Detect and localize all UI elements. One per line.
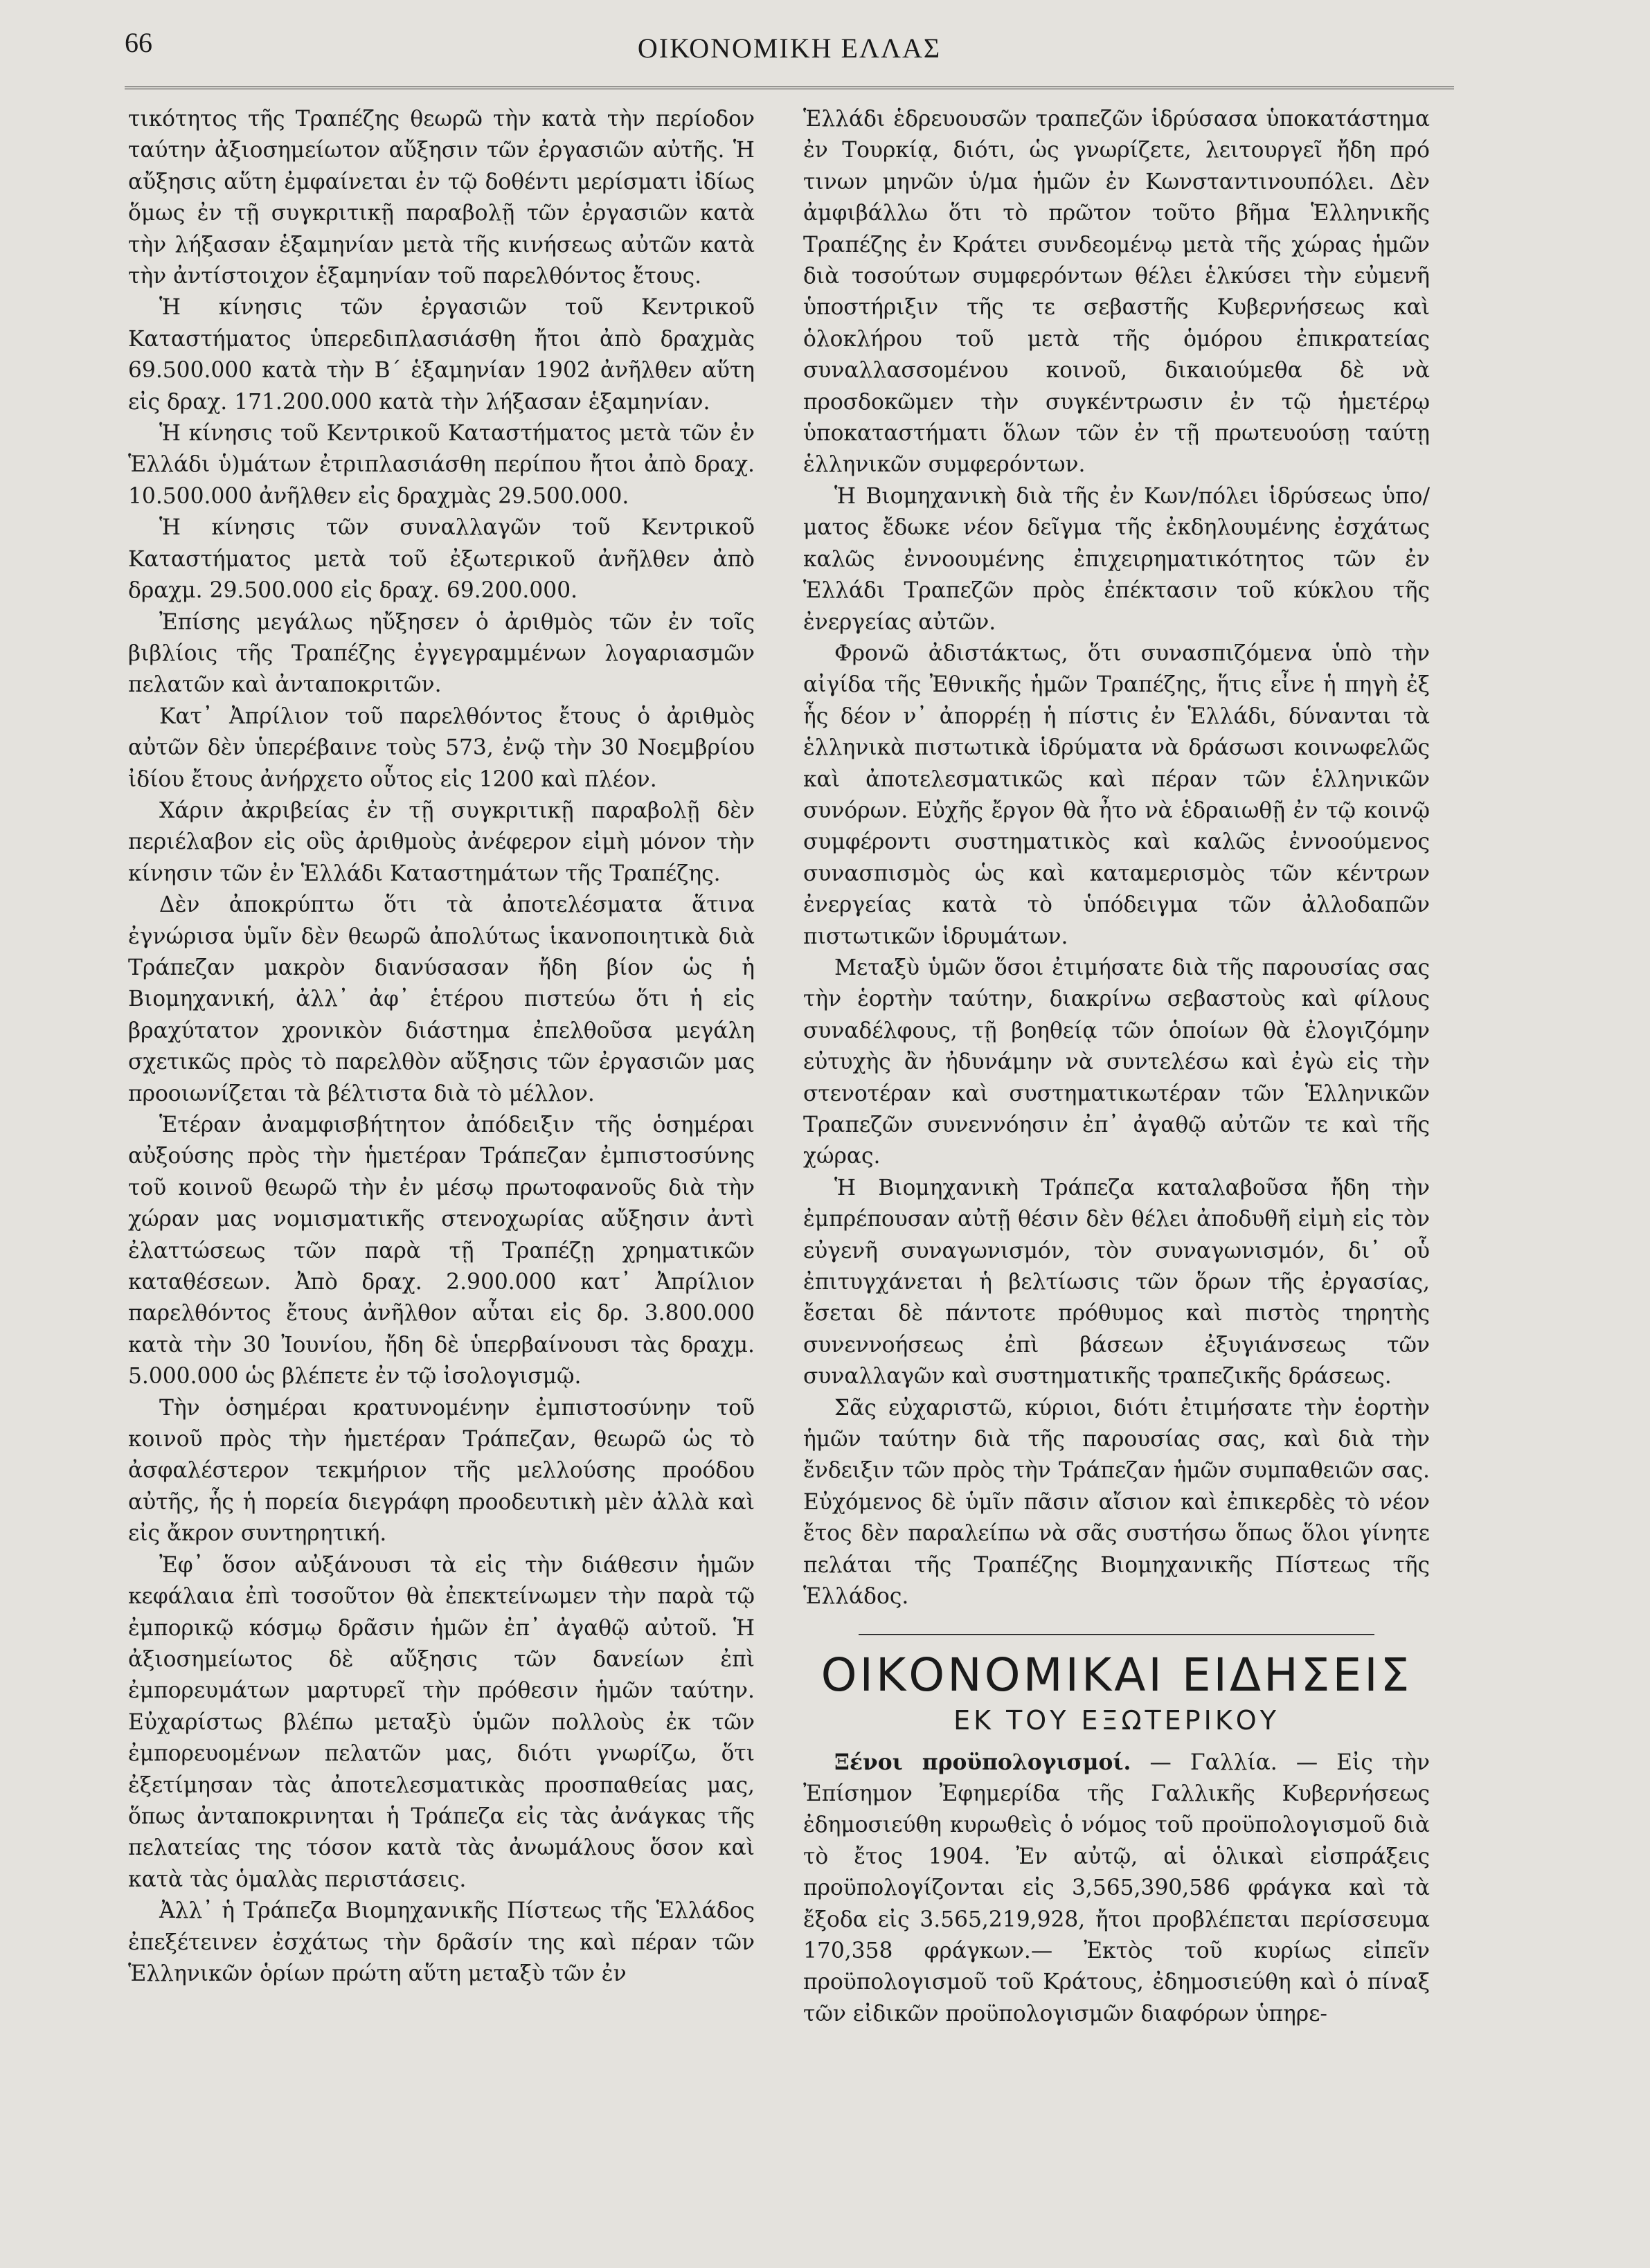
section-divider (803, 1632, 1430, 1637)
header-rule (125, 87, 1454, 89)
section-subtitle: ΕΚ ΤΟΥ ΕΞΩΤΕΡΙΚΟΥ (953, 1704, 1280, 1736)
right-column (803, 104, 1430, 2030)
paragraph: Ἡ κίνησις τοῦ Κεντρικοῦ Καταστήματος μετὰ τῶν ἐν Ἑλλάδι ὑ)μάτων ἐτριπλασιάσθη περίπου ἤτοι ἀπὸ δραχ. 10.500.000 ἀνῆλθεν εἰς δραχμὰς 29.500.000. (128, 421, 755, 509)
section-title: ΟΙΚΟΝΟΜΙΚΑΙ ΕΙΔΗΣΕΙΣ (820, 1648, 1413, 1702)
paragraph: Ἀλλ᾽ ἡ Τράπεζα Βιομηχανικῆς Πίστεως τῆς Ἑλλάδος ἐπεξέτεινεν ἐσχάτως τὴν δρᾶσίν της καὶ πέραν τῶν Ἑλληνικῶν ὁρίων πρώτη αὕτη μεταξὺ τῶν ἐν (128, 1898, 755, 1986)
paragraph: Τὴν ὁσημέραι κρατυνομένην ἐμπιστοσύνην τοῦ κοινοῦ πρὸς τὴν ἡμετέραν Τράπεζαν, θεωρῶ ὡς τὸ ἀσφαλέστερον τεκμήριον τῆς μελλούσης προόδου αὐτῆς, ἧς ἡ πορεία διεγράφη προοδευτικὴ μὲν ἀλλὰ καὶ εἰς ἄκρον συντηρητική. (128, 1395, 755, 1547)
paragraph: Ἑλλάδι ἑδρευουσῶν τραπεζῶν ἱδρύσασα ὑποκατάστημα ἐν Τουρκίᾳ, διότι, ὡς γνωρίζετε, λειτουργεῖ ἤδη πρό τινων μηνῶν ὑ/μα ἡμῶν ἐν Κωνσταντινουπόλει. Δὲν ἀμφιβάλλω ὅτι τὸ πρῶτον τοῦτο βῆμα Ἑλληνικῆς Τραπέζης ἐν Κράτει συνδεομένῳ μετὰ τῆς χώρας ἡμῶν διὰ τοσούτων συμφερόντων θέλει ἑλκύσει τὴν εὐμενῆ ὑποστήριξιν τῆς τε σεβαστῆς Κυβερνήσεως καὶ ὁλοκλήρου τοῦ μετὰ τῆς ὁμόρου ἐπικρατείας συναλλασσομένου κοινοῦ, δικαιούμεθα δὲ νὰ προσδοκῶμεν τὴν συγκέντρωσιν ἐν τῷ ἡμετέρῳ ὑποκαταστήματι ὅλων τῶν ἐν τῇ πρωτευούσῃ ταύτῃ ἑλληνικῶν συμφερόντων. (803, 107, 1430, 478)
paragraph: Κατ᾽ Ἀπρίλιον τοῦ παρελθόντος ἔτους ὁ ἀριθμὸς αὐτῶν δὲν ὑπερέβαινε τοὺς 573, ἐνῷ τὴν 30 Νοεμβρίου ἰδίου ἔτους ἀνήρχετο οὗτος εἰς 1200 καὶ πλέον. (128, 703, 755, 792)
running-title: ΟΙΚΟΝΟΜΙΚΗ ΕΛΛΑΣ (637, 33, 942, 64)
paragraph: Ἡ κίνησις τῶν ἐργασιῶν τοῦ Κεντρικοῦ Καταστήματος ὑπερεδιπλασιάσθη ἤτοι ἀπὸ δραχμὰς 69.500.000 κατὰ τὴν Β΄ ἑξαμηνίαν 1902 ἀνῆλθεν αὕτη εἰς δραχ. 171.200.000 κατὰ τὴν λήξασαν ἑξαμηνίαν. (128, 295, 755, 415)
paragraph: Ἡ Βιομηχανικὴ διὰ τῆς ἐν Κων/πόλει ἱδρύσεως ὑπο/ματος ἔδωκε νέον δεῖγμα τῆς ἐκδηλουμένης ἐσχάτως καλῶς ἐννοουμένης ἐπιχειρηματικότητος τῶν ἐν Ἑλλάδι Τραπεζῶν πρὸς ἐπέκτασιν τοῦ κύκλου τῆς ἐνεργείας αὐτῶν. (803, 483, 1430, 635)
news-item (803, 1747, 1430, 2031)
paragraph: Σᾶς εὐχαριστῶ, κύριοι, διότι ἐτιμήσατε τὴν ἑορτὴν ἡμῶν ταύτην διὰ τῆς παρουσίας σας, καὶ διὰ τὴν ἔνδειξιν τῶν πρὸς τὴν Τράπεζαν ἡμῶν συμπαθειῶν σας. Εὐχόμενος δὲ ὑμῖν πᾶσιν αἴσιον καὶ ἐπικερδὲς τὸ νέον ἔτος δὲν παραλείπω νὰ σᾶς συστήσω ὅπως ὅλοι γίνητε πελάται τῆς Τραπέζης Βιομηχανικῆς Πίστεως τῆς Ἑλλάδος. (803, 1395, 1430, 1610)
page-number: 66 (125, 27, 152, 58)
paragraph: Ἐφ᾽ ὅσον αὐξάνουσι τὰ εἰς τὴν διάθεσιν ἡμῶν κεφάλαια ἐπὶ τοσοῦτον θὰ ἐπεκτείνωμεν τὴν παρὰ τῷ ἐμπορικῷ κόσμῳ δρᾶσιν ἡμῶν ἐπ᾽ ἀγαθῷ αὐτοῦ. Ἡ ἀξιοσημείωτος δὲ αὔξησις τῶν δανείων ἐπὶ ἐμπορευμάτων μαρτυρεῖ τὴν πρόθεσιν ἡμῶν ταύτην. Εὐχαρίστως βλέπω μεταξὺ ὑμῶν πολλοὺς ἐκ τῶν ἐμπορευομένων πελατῶν μας, διότι γνωρίζω, ὅτι ἐξετίμησαν τὰς ἀποτελεσματικὰς προσπαθείας μας, ὅπως ἀνταποκρινηται ἡ Τράπεζα εἰς τὰς ἀνάγκας τῆς πελατείας της τόσον κατὰ τὰς ἀνωμάλους ὅσον καὶ κατὰ τὰς ὁμαλὰς περιστάσεις. (128, 1552, 755, 1892)
news-body: — Γαλλία. — Εἰς τὴν Ἐπίσημον Ἐφημερίδα τῆς Γαλλικῆς Κυβερνήσεως ἐδημοσιεύθη κυρωθεὶς ὁ νόμος τοῦ προϋπολογισμοῦ διὰ τὸ ἔτος 1904. Ἐν αὐτῷ, αἱ ὁλικαὶ εἰσπράξεις προϋπολογίζονται εἰς 3,565,390,586 φράγκα καὶ τὰ ἔξοδα εἰς 3.565,219,928, ἤτοι προβλέπεται περίσσευμα 170,358 φράγκων.— Ἐκτὸς τοῦ κυρίως εἰπεῖν προϋπολογισμοῦ τοῦ Κράτους, ἐδημοσιεύθη καὶ ὁ πίναξ τῶν εἰδικῶν προϋπολογισμῶν διαφόρων ὑπηρε- (803, 1749, 1430, 2026)
paragraph: τικότητος τῆς Τραπέζης θεωρῶ τὴν κατὰ τὴν περίοδον ταύτην ἀξιοσημείωτον αὔξησιν τῶν ἐργασιῶν αὐτῆς. Ἡ αὔξησις αὕτη ἐμφαίνεται ἐν τῷ δοθέντι μερίσματι ἰδίως ὅμως ἐν τῇ συγκριτικῇ παραβολῇ τῶν ἐργασιῶν κατὰ τὴν λήξασαν ἑξαμηνίαν μετὰ τῆς κινήσεως αὐτῶν κατὰ τὴν ἀντίστοιχον ἑξαμηνίαν τοῦ παρελθόντος ἔτους. (128, 107, 755, 289)
paragraph: Ἑτέραν ἀναμφισβήτητον ἀπόδειξιν τῆς ὁσημέραι αὐξούσης πρὸς τὴν ἡμετέραν Τράπεζαν ἐμπιστοσύνης τοῦ κοινοῦ θεωρῶ τὴν ἐν μέσῳ πρωτοφανοῦς διὰ τὴν χώραν μας νομισματικῆς στενοχωρίας αὔξησιν ἀντὶ ἐλαττώσεως τῶν παρὰ τῇ Τραπέζῃ χρηματικῶν καταθέσεων. Ἀπὸ δραχ. 2.900.000 κατ᾽ Ἀπρίλιον παρελθόντος ἔτους ἀνῆλθον αὗται εἰς δρ. 3.800.000 κατὰ τὴν 30 Ἰουνίου, ἤδη δὲ ὑπερβαίνουσι τὰς δραχμ. 5.000.000 ὡς βλέπετε ἐν τῷ ἰσολογισμῷ. (128, 1113, 755, 1389)
paragraph: Μεταξὺ ὑμῶν ὅσοι ἐτιμήσατε διὰ τῆς παρουσίας σας τὴν ἑορτὴν ταύτην, διακρίνω σεβαστοὺς καὶ φίλους συναδέλφους, τῇ βοηθείᾳ τῶν ὁποίων θὰ ἐλογιζόμην εὐτυχὴς ἂν ἠδυνάμην νὰ συντελέσω καὶ ἐγὼ εἰς τὴν στενοτέραν καὶ συστηματικωτέραν τῶν Ἑλληνικῶν Τραπεζῶν συνεννόησιν ἐπ᾽ ἀγαθῷ αὐτῶν τε καὶ τῆς χώρας. (803, 955, 1430, 1169)
left-column (128, 104, 755, 1990)
paragraph: Ἐπίσης μεγάλως ηὔξησεν ὁ ἀριθμὸς τῶν ἐν τοῖς βιβλίοις τῆς Τραπέζης ἐγγεγραμμένων λογαριασμῶν πελατῶν καὶ ἀνταποκριτῶν. (128, 609, 755, 698)
paragraph: Φρονῶ ἀδιστάκτως, ὅτι συνασπιζόμενα ὑπὸ τὴν αἰγίδα τῆς Ἐθνικῆς ἡμῶν Τραπέζης, ἥτις εἶνε ἡ πηγὴ ἐξ ἧς δέον ν᾽ ἀπορρέῃ ἡ πίστις ἐν Ἑλλάδι, δύνανται τὰ ἑλληνικὰ πιστωτικὰ ἱδρύματα νὰ δράσωσι κοινωφελῶς καὶ ἀποτελεσματικῶς καὶ πέραν τῶν ἑλληνικῶν συνόρων. Εὐχῆς ἔργον θὰ ἦτο νὰ ἑδραιωθῇ ἐν τῷ κοινῷ συμφέροντι συστηματικὸς καὶ καλῶς ἐννοούμενος συνασπισμὸς ὡς καὶ καταμερισμὸς τῶν κέντρων ἐνεργείας κατὰ τὸ ὑπόδειγμα τῶν ἀλλοδαπῶν πιστωτικῶν ἱδρυμάτων. (803, 640, 1430, 949)
news-heading: Ξένοι προϋπολογισμοί. (834, 1749, 1131, 1775)
paragraph: Δὲν ἀποκρύπτω ὅτι τὰ ἀποτελέσματα ἅτινα ἐγνώρισα ὑμῖν δὲν θεωρῶ ἀπολύτως ἱκανοποιητικὰ διὰ Τράπεζαν μακρὸν διανύσασαν ἤδη βίον ὡς ἡ Βιομηχανική, ἀλλ᾽ ἀφ᾽ ἑτέρου πιστεύω ὅτι ἡ εἰς βραχύτατον χρονικὸν διάστημα ἐπελθοῦσα μεγάλη σχετικῶς πρὸς τὸ παρελθὸν αὔξησις τῶν ἐργασιῶν μας προοιωνίζεται τὰ βέλτιστα διὰ τὸ μέλλον. (128, 892, 755, 1106)
paragraph: Χάριν ἀκριβείας ἐν τῇ συγκριτικῇ παραβολῇ δὲν περιέλαβον εἰς οὓς ἀριθμοὺς ἀνέφερον εἰμὴ μόνον τὴν κίνησιν τῶν ἐν Ἑλλάδι Καταστημάτων τῆς Τραπέζης. (128, 798, 755, 886)
page-header (125, 26, 1454, 75)
paragraph: Ἡ Βιομηχανικὴ Τράπεζα καταλαβοῦσα ἤδη τὴν ἐμπρέπουσαν αὐτῇ θέσιν δὲν θέλει ἀποδυθῆ εἰμὴ εἰς τὸν εὐγενῆ συναγωνισμόν, τὸν συναγωνισμόν, δι᾽ οὗ ἐπιτυγχάνεται ἡ βελτίωσις τῶν ὅρων τῆς ἐργασίας, ἔσεται δὲ πάντοτε πρόθυμος καὶ πιστὸς τηρητὴς συνεννοήσεως ἐπὶ βάσεων ἐξυγιάνσεως τῶν συναλλαγῶν καὶ συστηματικῆς τραπεζικῆς δράσεως. (803, 1175, 1430, 1389)
paragraph: Ἡ κίνησις τῶν συναλλαγῶν τοῦ Κεντρικοῦ Καταστήματος μετὰ τοῦ ἐξωτερικοῦ ἀνῆλθεν ἀπὸ δραχμ. 29.500.000 εἰς δραχ. 69.200.000. (128, 515, 755, 604)
